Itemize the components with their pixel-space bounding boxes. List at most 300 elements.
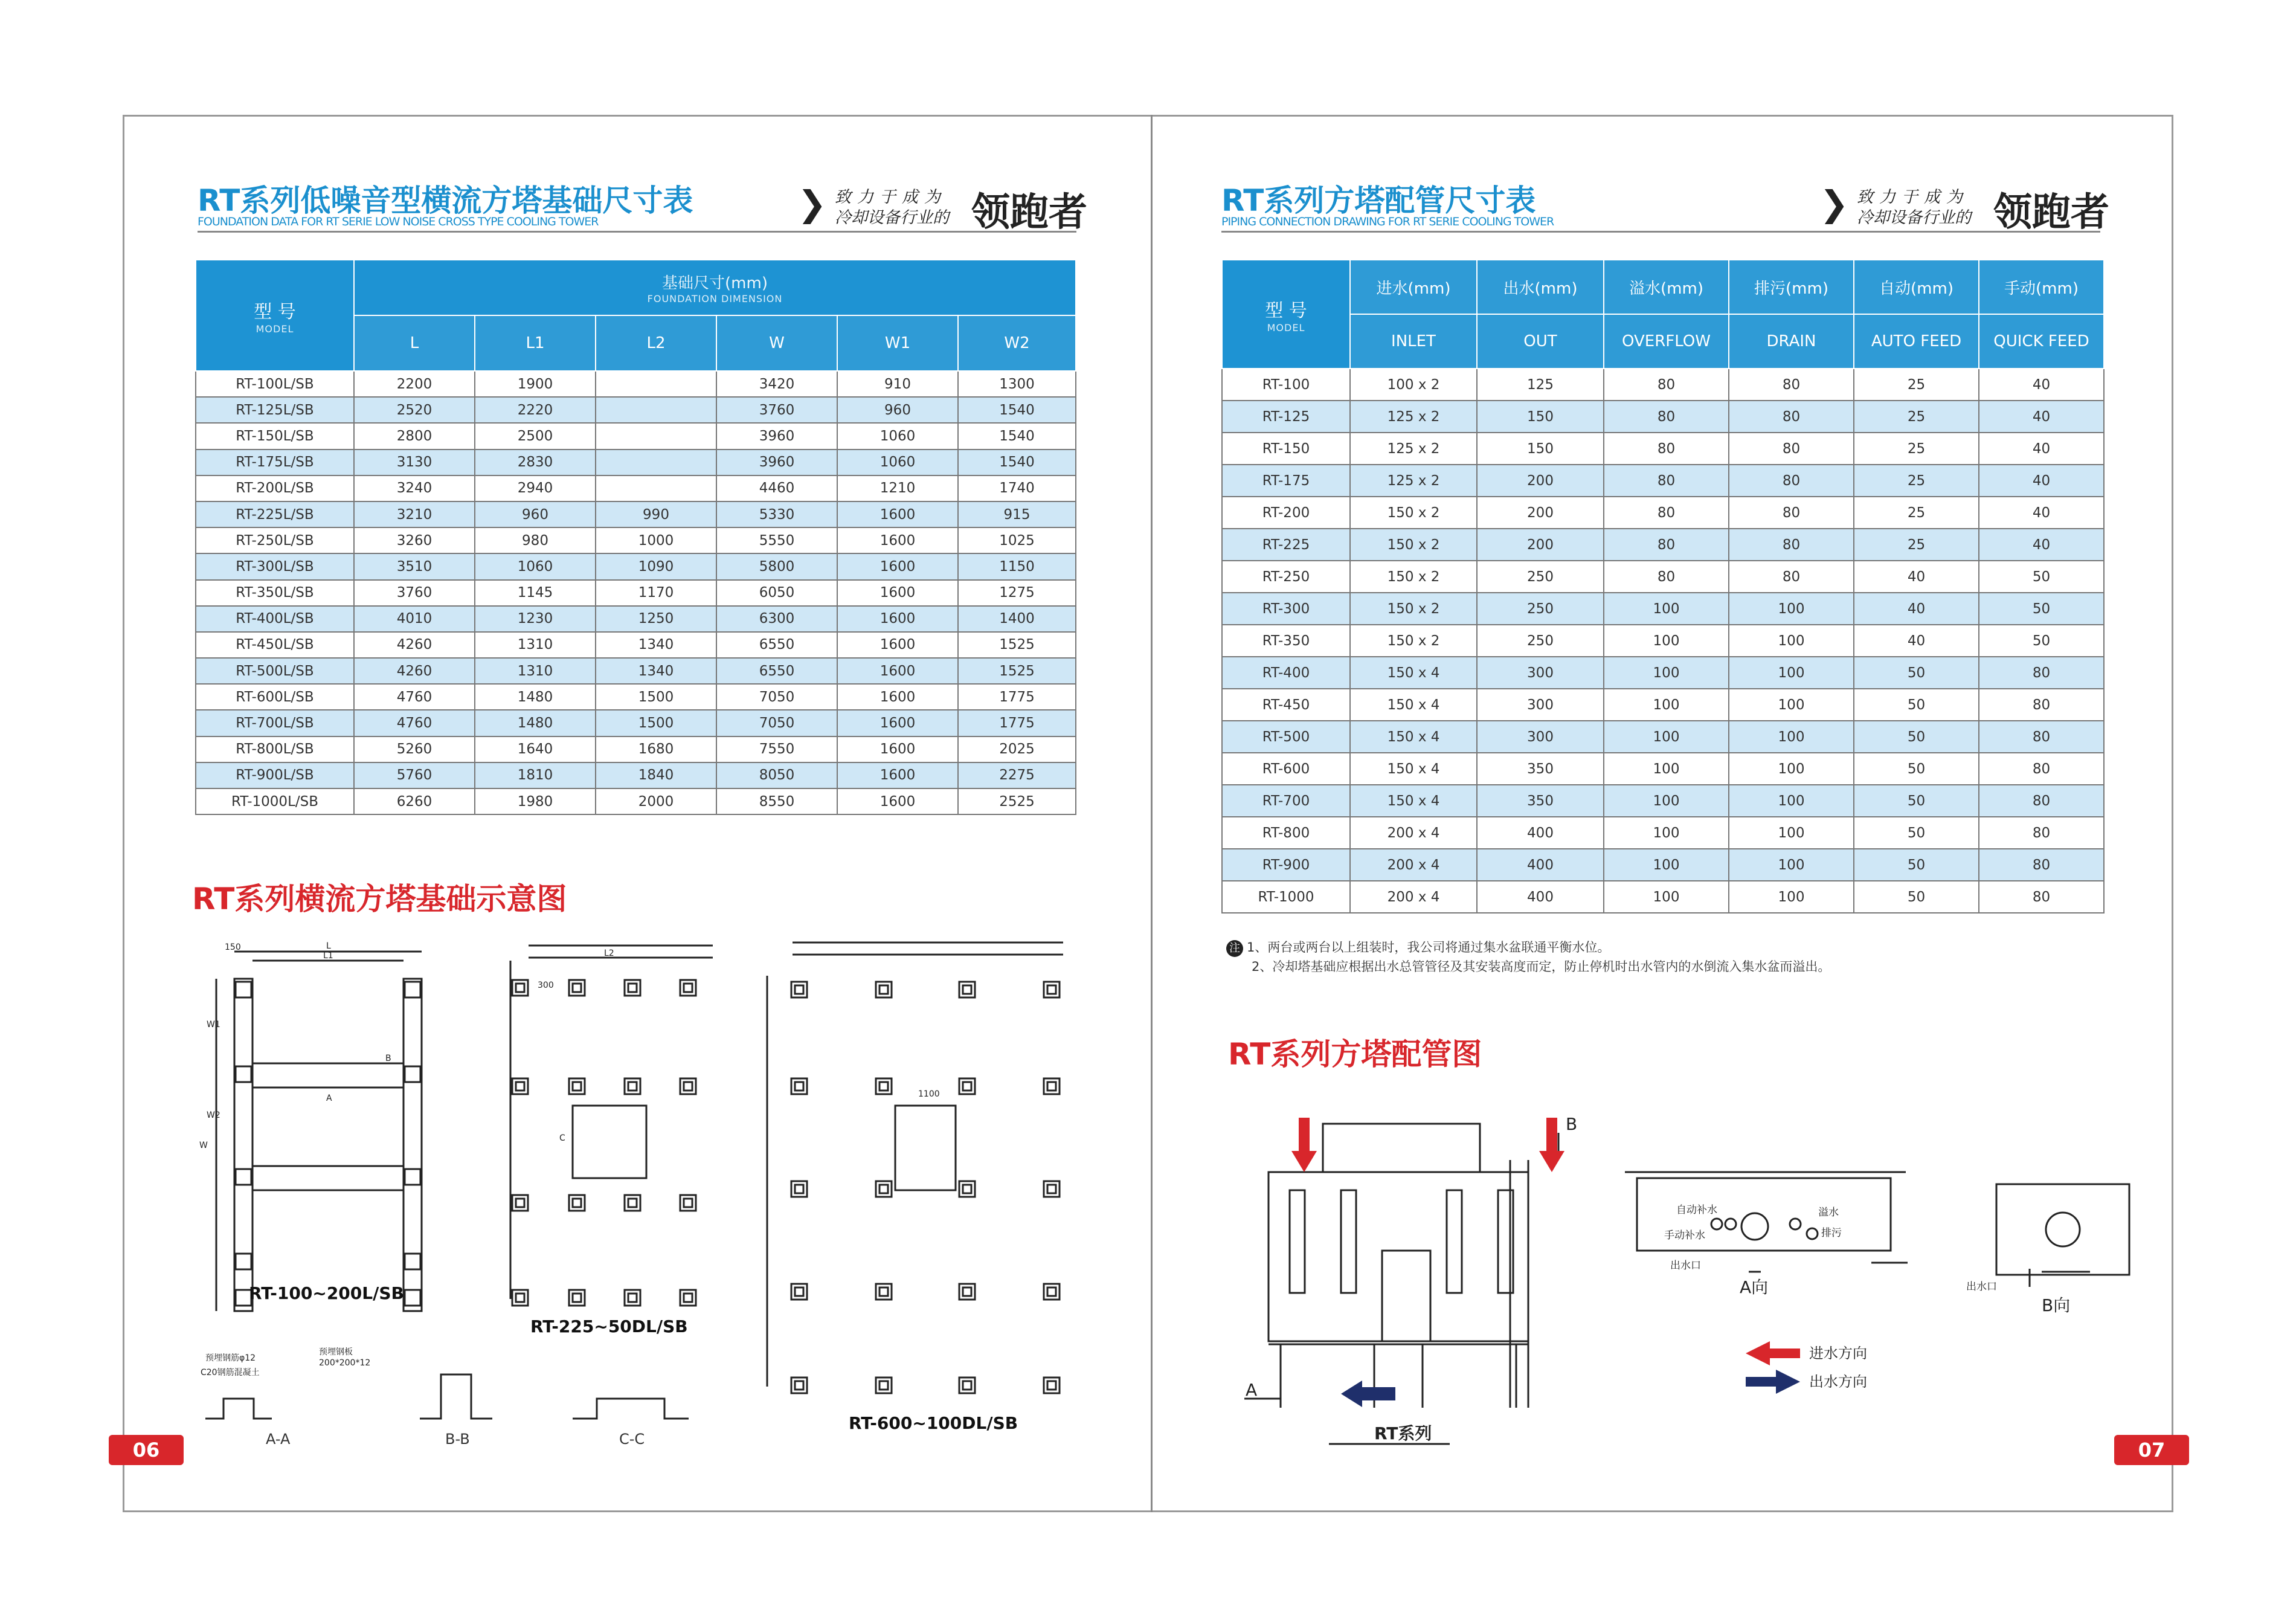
- value-cell: 40: [1854, 561, 1979, 593]
- foundation-pad: [791, 1078, 807, 1094]
- value-cell: 2830: [475, 450, 596, 475]
- foundation-pad: [1044, 1378, 1060, 1393]
- value-cell: 50: [1979, 561, 2104, 593]
- value-cell: 2940: [475, 475, 596, 501]
- value-cell: 1600: [837, 762, 958, 788]
- dim-label-w2: W2: [207, 1110, 220, 1120]
- slogan-line2: 冷却设备行业的: [835, 208, 949, 227]
- value-cell: 2525: [958, 788, 1076, 814]
- value-cell: 200: [1477, 529, 1604, 561]
- foundation-pad-inner: [516, 1294, 524, 1302]
- foundation-pad: [625, 1290, 640, 1306]
- value-cell: [596, 397, 716, 423]
- value-cell: 50: [1854, 657, 1979, 689]
- model-cell: RT-1000L/SB: [196, 788, 354, 814]
- value-cell: 100: [1729, 849, 1854, 881]
- dim-label-l1: L1: [323, 951, 333, 961]
- value-cell: 1310: [475, 658, 596, 684]
- value-cell: 150: [1477, 433, 1604, 465]
- piping-table: [1221, 259, 2105, 914]
- dim-label-w1: W1: [207, 1020, 220, 1030]
- value-cell: 25: [1854, 465, 1979, 497]
- value-cell: 80: [1979, 753, 2104, 785]
- value-cell: 150 x 2: [1350, 561, 1477, 593]
- table-row: [196, 450, 1076, 475]
- value-cell: 200 x 4: [1350, 817, 1477, 849]
- foundation-pad-inner: [879, 1381, 888, 1390]
- foundation-group-header: 基础尺寸(mm) FOUNDATION DIMENSION: [354, 260, 1076, 315]
- foundation-pad: [1044, 1181, 1060, 1197]
- right-page-subtitle: PIPING CONNECTION DRAWING FOR RT SERIE COOLING TOWER: [1221, 215, 1554, 228]
- outlet-direction-label: 出水方向: [1809, 1373, 1867, 1390]
- value-cell: 100: [1604, 625, 1729, 657]
- foundation-pad-inner: [879, 1287, 888, 1296]
- foundation-pad-inner: [516, 1082, 524, 1091]
- value-cell: 1025: [958, 527, 1076, 553]
- value-cell: 1600: [837, 606, 958, 632]
- value-cell: 3420: [716, 371, 837, 397]
- foundation-pad-inner: [628, 1294, 637, 1302]
- table-row: [1222, 433, 2104, 465]
- dim-label-300: 300: [538, 981, 554, 990]
- left-slogan: [797, 181, 1087, 236]
- foundation-pad: [680, 1290, 696, 1306]
- dim-label-1100: 1100: [918, 1089, 940, 1099]
- model-cell: RT-100L/SB: [196, 371, 354, 397]
- value-cell: 2200: [354, 371, 475, 397]
- value-cell: 3210: [354, 501, 475, 527]
- foundation-pad: [512, 1195, 528, 1211]
- piping-cn-headers: [1222, 260, 2104, 314]
- value-cell: 1170: [596, 580, 716, 606]
- section-label-a: A: [326, 1094, 332, 1103]
- foundation-pad: [959, 1378, 975, 1393]
- value-cell: 150 x 2: [1350, 593, 1477, 625]
- foundation-pad: [680, 1195, 696, 1211]
- foundation-pad: [876, 1284, 892, 1300]
- value-cell: 150: [1477, 401, 1604, 433]
- table-row: [1222, 657, 2104, 689]
- diagram2-caption: RT-225~50DL/SB: [530, 1316, 688, 1336]
- dim-label-l: L: [326, 941, 331, 951]
- value-cell: 150 x 4: [1350, 753, 1477, 785]
- foundation-pad-inner: [628, 984, 637, 992]
- value-cell: 7050: [716, 684, 837, 710]
- value-cell: 100: [1604, 593, 1729, 625]
- value-cell: 4260: [354, 658, 475, 684]
- value-cell: 4010: [354, 606, 475, 632]
- value-cell: 200: [1477, 465, 1604, 497]
- table-row: [1222, 401, 2104, 433]
- value-cell: 1600: [837, 788, 958, 814]
- value-cell: 1600: [837, 684, 958, 710]
- foundation-pad: [876, 1378, 892, 1393]
- note-1: 1、两台或两台以上组装时，我公司将通过集水盆联通平衡水位。: [1247, 940, 1610, 955]
- column-header-cn: 溢水(mm): [1604, 260, 1729, 314]
- value-cell: 80: [1979, 881, 2104, 913]
- value-cell: 1210: [837, 475, 958, 501]
- value-cell: 200: [1477, 497, 1604, 529]
- value-cell: 6260: [354, 788, 475, 814]
- foundation-pad: [512, 980, 528, 996]
- model-cell: RT-350L/SB: [196, 580, 354, 606]
- tower-caption: RT系列: [1374, 1423, 1432, 1443]
- column-header-cn: 自动(mm): [1854, 260, 1979, 314]
- table-row: [196, 423, 1076, 449]
- value-cell: 80: [1729, 465, 1854, 497]
- value-cell: 100: [1729, 785, 1854, 817]
- value-cell: [596, 371, 716, 397]
- value-cell: 150 x 4: [1350, 657, 1477, 689]
- value-cell: 6050: [716, 580, 837, 606]
- table-row: [196, 658, 1076, 684]
- value-cell: 80: [1729, 529, 1854, 561]
- table-row: [196, 684, 1076, 710]
- value-cell: 400: [1477, 849, 1604, 881]
- value-cell: 1640: [475, 736, 596, 762]
- value-cell: 1600: [837, 632, 958, 658]
- value-cell: 40: [1854, 593, 1979, 625]
- note-mark: 注: [1226, 940, 1243, 957]
- value-cell: 125 x 2: [1350, 465, 1477, 497]
- auto-feed-label: 自动补水: [1676, 1204, 1717, 1216]
- foundation-pad-inner: [963, 985, 971, 994]
- foundation-pad-inner: [573, 984, 581, 992]
- model-cell: RT-600: [1222, 753, 1350, 785]
- value-cell: 1480: [475, 684, 596, 710]
- value-cell: 25: [1854, 497, 1979, 529]
- foundation-pad: [959, 1181, 975, 1197]
- value-cell: 50: [1854, 881, 1979, 913]
- outlet-label-b: 出水口: [1966, 1281, 1997, 1293]
- foundation-pad-inner: [963, 1185, 971, 1193]
- value-cell: 5330: [716, 501, 837, 527]
- model-cell: RT-600L/SB: [196, 684, 354, 710]
- column-header-en: DRAIN: [1729, 314, 1854, 369]
- value-cell: 1740: [958, 475, 1076, 501]
- value-cell: 1060: [837, 450, 958, 475]
- foundation-pad: [569, 1195, 585, 1211]
- model-header: 型 号 MODEL: [196, 260, 354, 371]
- column-header-cn: 手动(mm): [1979, 260, 2104, 314]
- value-cell: 300: [1477, 657, 1604, 689]
- dim-label-l2: L2: [604, 949, 614, 958]
- page-fold: [1151, 115, 1153, 1512]
- value-cell: 1525: [958, 658, 1076, 684]
- value-cell: 250: [1477, 593, 1604, 625]
- value-cell: 6300: [716, 606, 837, 632]
- column-header-en: AUTO FEED: [1854, 314, 1979, 369]
- value-cell: 100: [1729, 881, 1854, 913]
- table-row: [1222, 593, 2104, 625]
- value-cell: 50: [1854, 785, 1979, 817]
- value-cell: 80: [1729, 433, 1854, 465]
- value-cell: 1000: [596, 527, 716, 553]
- value-cell: 150 x 4: [1350, 689, 1477, 721]
- value-cell: 915: [958, 501, 1076, 527]
- column-header: L1: [475, 315, 596, 371]
- value-cell: 1340: [596, 658, 716, 684]
- table-row: [1222, 753, 2104, 785]
- value-cell: 1840: [596, 762, 716, 788]
- model-cell: RT-700L/SB: [196, 710, 354, 736]
- value-cell: 80: [1979, 721, 2104, 753]
- table-row: [1222, 849, 2104, 881]
- model-cell: RT-900L/SB: [196, 762, 354, 788]
- value-cell: [596, 475, 716, 501]
- value-cell: 2000: [596, 788, 716, 814]
- value-cell: 80: [1604, 369, 1729, 401]
- foundation-pad-inner: [1047, 1381, 1056, 1390]
- value-cell: 100: [1729, 625, 1854, 657]
- foundation-pad: [791, 982, 807, 997]
- foundation-pad-inner: [684, 1294, 692, 1302]
- value-cell: 1060: [837, 423, 958, 449]
- table-row: [196, 397, 1076, 423]
- table-row: [1222, 625, 2104, 657]
- value-cell: 3960: [716, 423, 837, 449]
- value-cell: 1600: [837, 501, 958, 527]
- right-page-title: RT系列方塔配管尺寸表: [1221, 183, 1536, 218]
- table-row: [1222, 369, 2104, 401]
- value-cell: 1060: [475, 553, 596, 579]
- value-cell: 4760: [354, 710, 475, 736]
- foundation-pad-inner: [684, 984, 692, 992]
- foundation-pad-inner: [879, 1185, 888, 1193]
- value-cell: 25: [1854, 369, 1979, 401]
- model-cell: RT-175: [1222, 465, 1350, 497]
- value-cell: 3510: [354, 553, 475, 579]
- label-a: A: [1246, 1380, 1258, 1400]
- value-cell: 50: [1854, 721, 1979, 753]
- table-row: [196, 475, 1076, 501]
- foundation-pad-inner: [573, 1199, 581, 1207]
- anchor-note: 预埋钢筋φ12: [205, 1353, 256, 1363]
- column-header-cn: 出水(mm): [1477, 260, 1604, 314]
- outlet-label-a: 出水口: [1670, 1260, 1701, 1272]
- model-cell: RT-100: [1222, 369, 1350, 401]
- drain-label: 排污: [1821, 1227, 1842, 1239]
- value-cell: 80: [1979, 785, 2104, 817]
- foundation-pad-inner: [795, 1287, 803, 1296]
- value-cell: 1150: [958, 553, 1076, 579]
- value-cell: 150 x 2: [1350, 625, 1477, 657]
- model-cell: RT-250L/SB: [196, 527, 354, 553]
- piping-diagram: [1220, 1088, 2138, 1462]
- model-cell: RT-450L/SB: [196, 632, 354, 658]
- value-cell: 125 x 2: [1350, 433, 1477, 465]
- model-cell: RT-800L/SB: [196, 736, 354, 762]
- column-header-cn: 排污(mm): [1729, 260, 1854, 314]
- foundation-pad-inner: [684, 1199, 692, 1207]
- value-cell: 40: [1979, 529, 2104, 561]
- table-row: [196, 762, 1076, 788]
- value-cell: 350: [1477, 785, 1604, 817]
- value-cell: 80: [1604, 401, 1729, 433]
- model-cell: RT-150L/SB: [196, 423, 354, 449]
- column-header: L: [354, 315, 475, 371]
- foundation-pad-inner: [795, 1185, 803, 1193]
- value-cell: 50: [1854, 817, 1979, 849]
- foundation-diagrams: [181, 924, 1093, 1468]
- piping-table-body: [1222, 369, 2104, 913]
- model-cell: RT-125L/SB: [196, 397, 354, 423]
- table-row: [196, 736, 1076, 762]
- model-header: 型 号 MODEL: [1222, 260, 1350, 369]
- model-cell: RT-700: [1222, 785, 1350, 817]
- table-row: [196, 371, 1076, 397]
- inlet-direction-label: 进水方向: [1809, 1345, 1867, 1362]
- dim-label-150: 150: [225, 942, 241, 952]
- value-cell: 1540: [958, 423, 1076, 449]
- value-cell: 40: [1979, 369, 2104, 401]
- value-cell: 1230: [475, 606, 596, 632]
- foundation-pad: [625, 1195, 640, 1211]
- table-notes: [1226, 938, 1830, 976]
- foundation-pad: [569, 1078, 585, 1094]
- value-cell: 80: [1729, 497, 1854, 529]
- value-cell: 2275: [958, 762, 1076, 788]
- section-cc-caption: C-C: [619, 1431, 645, 1448]
- value-cell: 80: [1979, 817, 2104, 849]
- value-cell: 1250: [596, 606, 716, 632]
- value-cell: 4460: [716, 475, 837, 501]
- value-cell: 3960: [716, 450, 837, 475]
- value-cell: 3240: [354, 475, 475, 501]
- value-cell: 1600: [837, 658, 958, 684]
- section-label-b: B: [385, 1054, 391, 1063]
- view-a-caption: A向: [1740, 1277, 1769, 1297]
- value-cell: 1500: [596, 710, 716, 736]
- value-cell: 80: [1729, 401, 1854, 433]
- value-cell: 80: [1979, 849, 2104, 881]
- foundation-pad-inner: [1047, 1287, 1056, 1296]
- left-diagram-title: RT系列横流方塔基础示意图: [192, 881, 567, 917]
- value-cell: 5260: [354, 736, 475, 762]
- foundation-pad-inner: [795, 985, 803, 994]
- value-cell: 990: [596, 501, 716, 527]
- value-cell: 150 x 2: [1350, 497, 1477, 529]
- value-cell: 400: [1477, 817, 1604, 849]
- value-cell: 4260: [354, 632, 475, 658]
- note-2: 2、冷却塔基础应根据出水总管管径及其安装高度而定，防止停机时出水管内的水倒流入集水盆而溢出。: [1252, 959, 1831, 974]
- value-cell: 100: [1604, 849, 1729, 881]
- table-row: [196, 527, 1076, 553]
- value-cell: 25: [1854, 401, 1979, 433]
- value-cell: 100: [1729, 593, 1854, 625]
- value-cell: 1090: [596, 553, 716, 579]
- view-b-caption: B向: [2042, 1295, 2071, 1315]
- value-cell: 150 x 4: [1350, 785, 1477, 817]
- model-cell: RT-300: [1222, 593, 1350, 625]
- table-row: [1222, 465, 2104, 497]
- model-cell: RT-500L/SB: [196, 658, 354, 684]
- value-cell: 50: [1979, 593, 2104, 625]
- value-cell: 100: [1729, 721, 1854, 753]
- value-cell: 960: [475, 501, 596, 527]
- foundation-pad: [959, 1078, 975, 1094]
- value-cell: 980: [475, 527, 596, 553]
- value-cell: 100: [1604, 881, 1729, 913]
- model-cell: RT-800: [1222, 817, 1350, 849]
- value-cell: 350: [1477, 753, 1604, 785]
- foundation-pad: [680, 980, 696, 996]
- value-cell: 100: [1604, 721, 1729, 753]
- model-cell: RT-900: [1222, 849, 1350, 881]
- table-row: [196, 710, 1076, 736]
- value-cell: 50: [1854, 689, 1979, 721]
- value-cell: 300: [1477, 721, 1604, 753]
- model-cell: RT-225L/SB: [196, 501, 354, 527]
- value-cell: 100: [1729, 657, 1854, 689]
- value-cell: 40: [1979, 497, 2104, 529]
- value-cell: 1600: [837, 553, 958, 579]
- piping-en-headers: [1222, 314, 2104, 369]
- slogan-line2: 冷却设备行业的: [1857, 208, 1971, 227]
- foundation-pad-inner: [963, 1381, 971, 1390]
- foundation-pad-inner: [516, 984, 524, 992]
- value-cell: 100: [1604, 689, 1729, 721]
- foundation-pad-inner: [628, 1199, 637, 1207]
- diagram3-caption: RT-600~100DL/SB: [849, 1413, 1018, 1433]
- value-cell: 40: [1854, 625, 1979, 657]
- value-cell: 300: [1477, 689, 1604, 721]
- table-row: [196, 580, 1076, 606]
- foundation-pad: [1044, 982, 1060, 997]
- value-cell: 2500: [475, 423, 596, 449]
- foundation-pad-inner: [879, 985, 888, 994]
- value-cell: 100: [1604, 817, 1729, 849]
- model-cell: RT-1000: [1222, 881, 1350, 913]
- diagram1-caption: RT-100~200L/SB: [249, 1283, 404, 1303]
- foundation-pad: [791, 1284, 807, 1300]
- value-cell: 1600: [837, 736, 958, 762]
- steel-plate-note: 预埋钢板: [319, 1347, 353, 1357]
- value-cell: 100: [1604, 657, 1729, 689]
- foundation-pad: [512, 1078, 528, 1094]
- value-cell: [596, 450, 716, 475]
- label-b: B: [1566, 1114, 1578, 1134]
- table-row: [1222, 689, 2104, 721]
- value-cell: 3260: [354, 527, 475, 553]
- foundation-pad: [959, 1284, 975, 1300]
- foundation-pad-inner: [1047, 985, 1056, 994]
- value-cell: 1775: [958, 710, 1076, 736]
- value-cell: 2520: [354, 397, 475, 423]
- value-cell: 50: [1979, 625, 2104, 657]
- foundation-table: [195, 259, 1076, 815]
- value-cell: 100 x 2: [1350, 369, 1477, 401]
- table-row: [1222, 529, 2104, 561]
- value-cell: 4760: [354, 684, 475, 710]
- value-cell: 910: [837, 371, 958, 397]
- model-cell: RT-175L/SB: [196, 450, 354, 475]
- slogan-line1: 致力于成为: [1857, 188, 1969, 207]
- model-cell: RT-450: [1222, 689, 1350, 721]
- value-cell: 200 x 4: [1350, 881, 1477, 913]
- column-header: L2: [596, 315, 716, 371]
- foundation-pad-inner: [963, 1082, 971, 1091]
- value-cell: 80: [1979, 689, 2104, 721]
- value-cell: 1145: [475, 580, 596, 606]
- value-cell: 50: [1854, 753, 1979, 785]
- foundation-pad-inner: [963, 1287, 971, 1296]
- foundation-pad: [569, 1290, 585, 1306]
- left-page-subtitle: FOUNDATION DATA FOR RT SERIE LOW NOISE CROSS TYPE COOLING TOWER: [198, 215, 599, 228]
- value-cell: 80: [1604, 497, 1729, 529]
- foundation-pad: [959, 982, 975, 997]
- value-cell: 1340: [596, 632, 716, 658]
